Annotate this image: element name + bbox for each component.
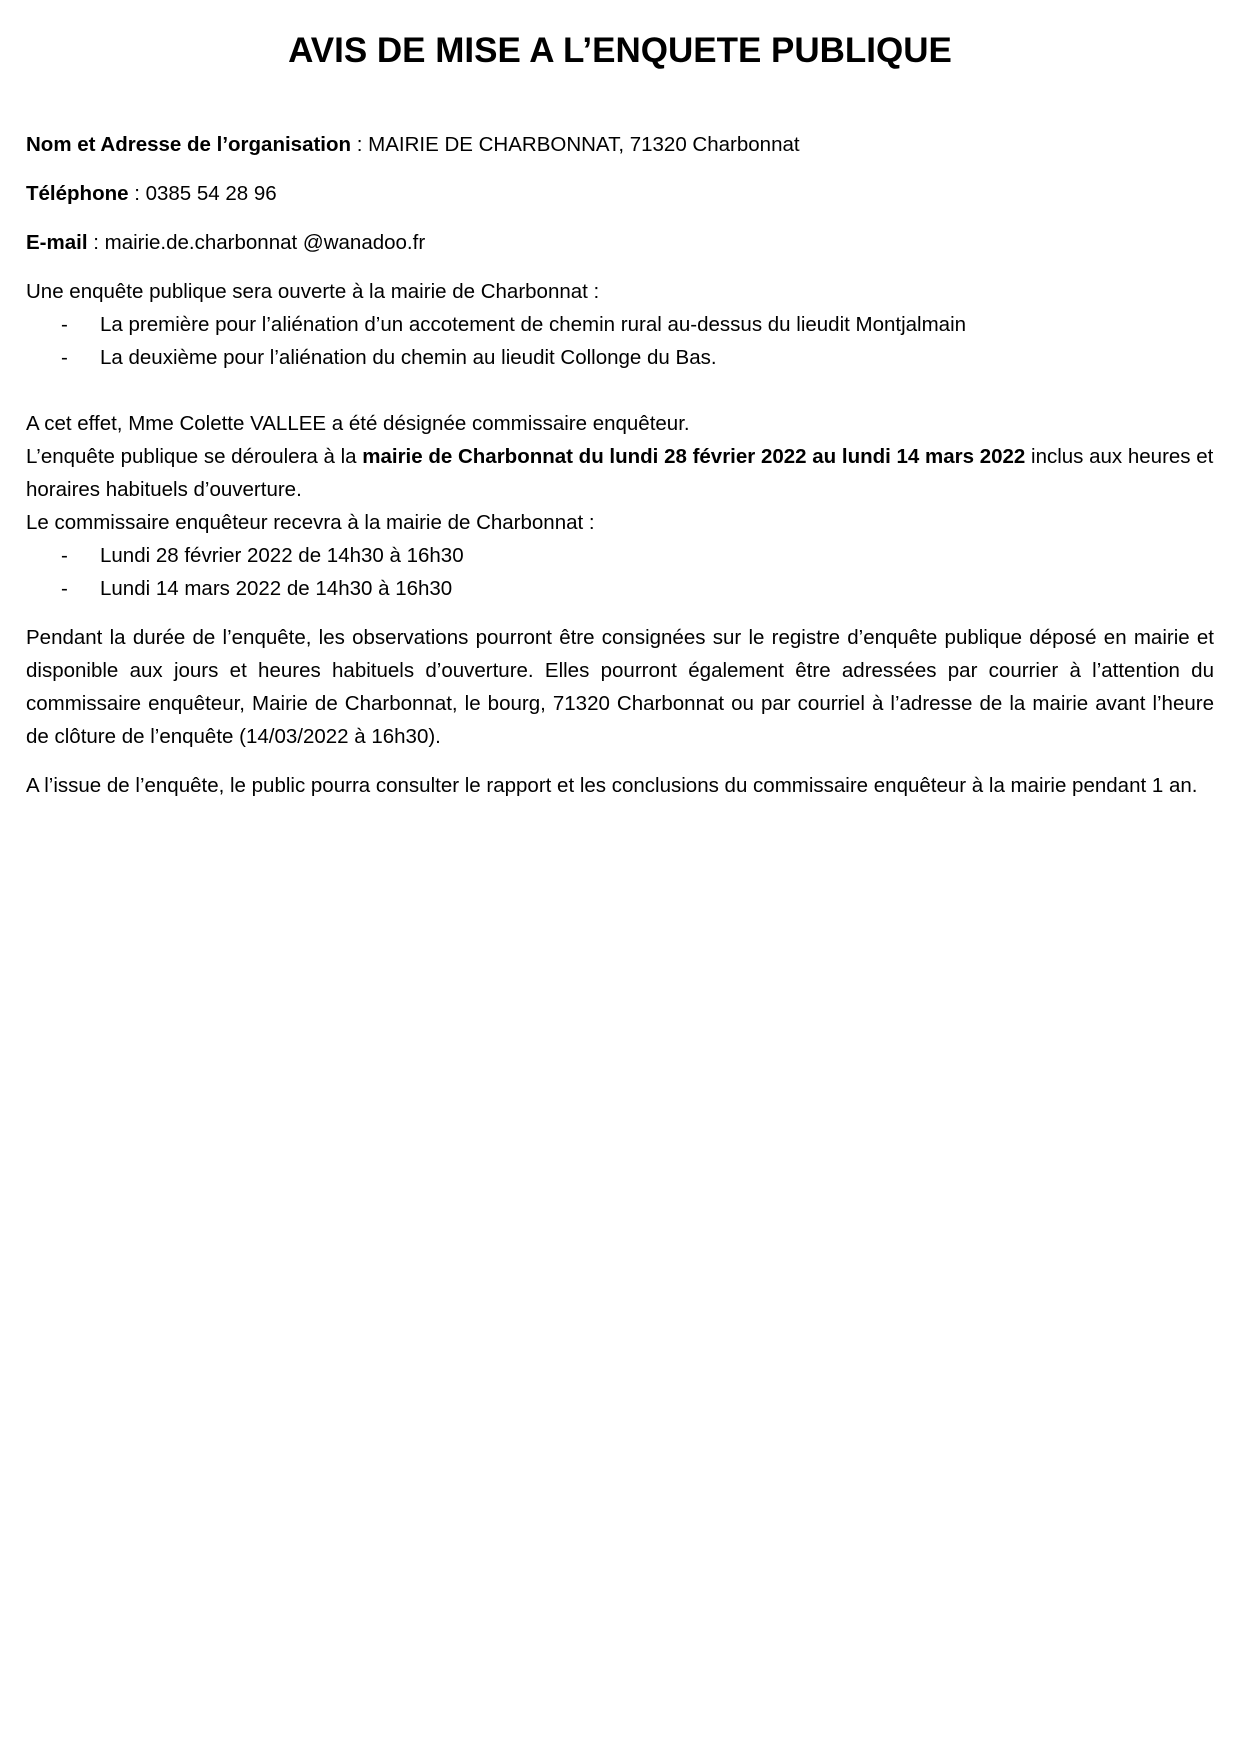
list-item xyxy=(26,308,1214,341)
list-item-text: La première pour l’aliénation d’un accotement de chemin rural au-dessus du lieudit Montjalmain xyxy=(100,313,967,336)
phone-label: Téléphone xyxy=(26,182,129,205)
page-title: AVIS DE MISE A L’ENQUETE PUBLIQUE xyxy=(288,31,952,70)
dash-marker: - xyxy=(61,313,68,336)
organisation-value: : MAIRIE DE CHARBONNAT, 71320 Charbonnat xyxy=(351,133,800,156)
period-text-after: inclus aux heures et horaires habituels d’ouverture. xyxy=(26,445,1214,501)
dash-marker: - xyxy=(61,577,68,600)
period-dates-bold: mairie de Charbonnat du lundi 28 février 2022 au lundi 14 mars 2022 xyxy=(362,445,1026,468)
observations-paragraph: Pendant la durée de l’enquête, les observations pourront être consignées sur le registre d’enquête publique déposé en mairie et disponible aux jours et heures habituels d’ouverture. Elles pourront également être adressées par courrier à l’attention du commissaire enquêteur, Mairie de Charbonnat, le bourg, 71320 Charbonnat ou par courriel à l’adresse de la mairie avant l’heure de clôture de l’enquête (14/03/2022 à 16h30). xyxy=(26,626,1214,748)
dash-marker: - xyxy=(61,544,68,567)
phone-value: : 0385 54 28 96 xyxy=(128,182,277,205)
dash-marker: - xyxy=(61,346,68,369)
email-line xyxy=(26,226,1214,259)
organisation-label: Nom et Adresse de l’organisation xyxy=(26,133,352,156)
phone-line xyxy=(26,177,1214,210)
list-item xyxy=(26,572,1214,605)
list-item-text: Lundi 14 mars 2022 de 14h30 à 16h30 xyxy=(100,577,453,600)
enquiry-subject-list xyxy=(26,308,1214,374)
reception-intro-line: Le commissaire enquêteur recevra à la mairie de Charbonnat : xyxy=(26,511,595,534)
list-item xyxy=(26,539,1214,572)
intro-paragraph: Une enquête publique sera ouverte à la mairie de Charbonnat : xyxy=(26,280,600,303)
commissioner-line: A cet effet, Mme Colette VALLEE a été désignée commissaire enquêteur. xyxy=(26,412,690,435)
enquiry-period-line xyxy=(26,440,1214,506)
list-item-text: Lundi 28 février 2022 de 14h30 à 16h30 xyxy=(100,544,464,567)
period-text-before: L’enquête publique se déroulera à la xyxy=(26,445,363,468)
organisation-line xyxy=(26,128,1214,161)
list-item-text: La deuxième pour l’aliénation du chemin au lieudit Collonge du Bas. xyxy=(100,346,717,369)
email-value: : mairie.de.charbonnat @wanadoo.fr xyxy=(87,231,426,254)
enquiry-details-block xyxy=(26,407,1214,605)
list-item xyxy=(26,341,1214,374)
email-label: E-mail xyxy=(26,231,88,254)
reception-dates-list xyxy=(26,539,1214,605)
conclusion-paragraph: A l’issue de l’enquête, le public pourra consulter le rapport et les conclusions du commissaire enquêteur à la mairie pendant 1 an. xyxy=(26,774,1198,797)
